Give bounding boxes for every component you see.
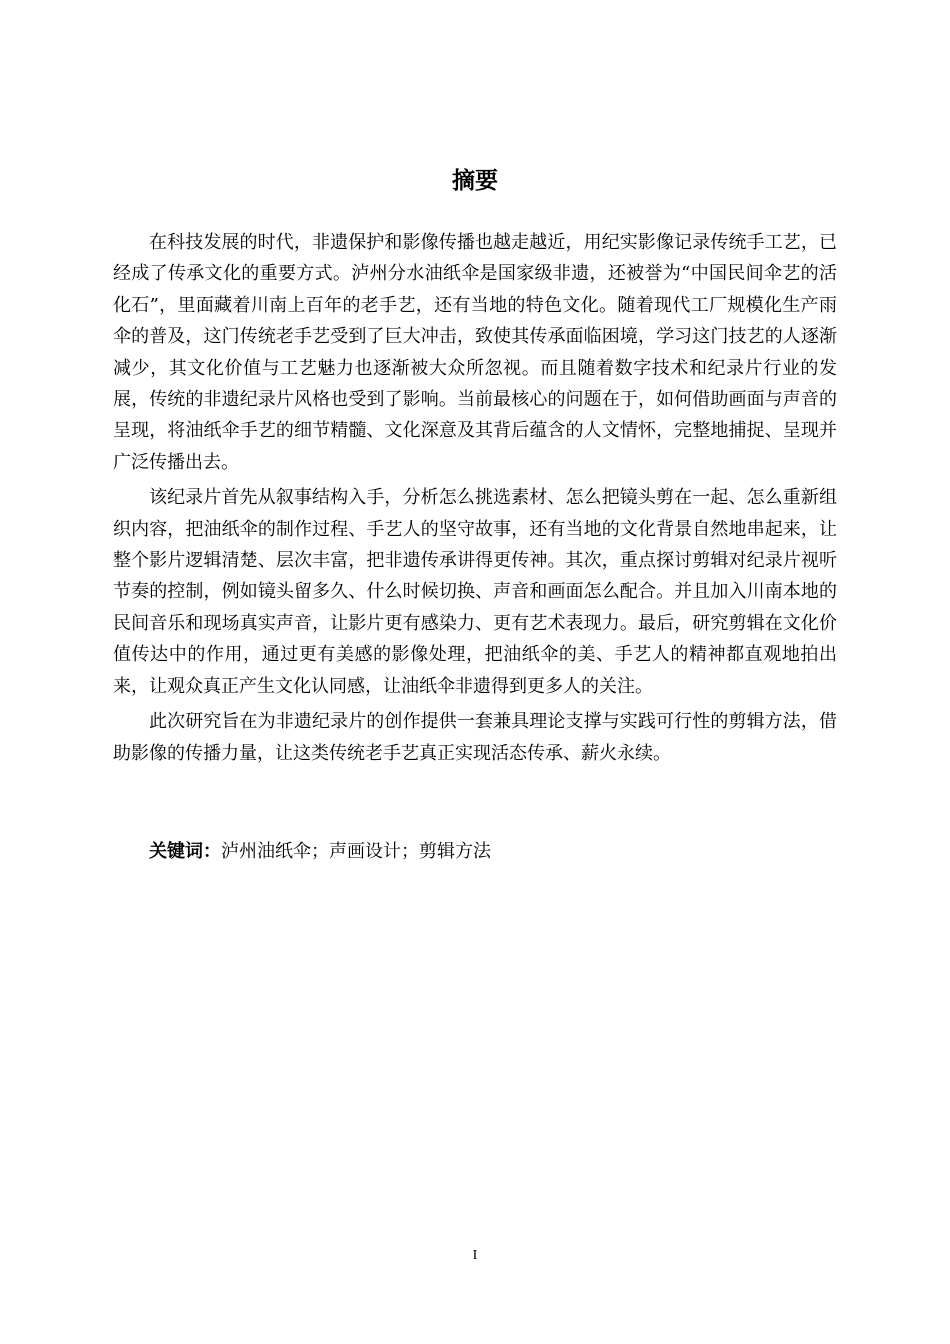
keywords-line <box>149 836 491 867</box>
abstract-title: 摘要 <box>452 168 498 194</box>
abstract-paragraph-2: 该纪录片首先从叙事结构入手，分析怎么挑选素材、怎么把镜头剪在一起、怎么重新组织内容，把油纸伞的制作过程、手艺人的坚守故事，还有当地的文化背景自然地串起来，让整个影片逻辑清楚、层次丰富，把非遗传承讲得更传神。其次，重点探讨剪辑对纪录片视听节奏的控制，例如镜头留多久、什么时候切换、声音和画面怎么配合。并且加入川南本地的民间音乐和现场真实声音，让影片更有感染力、更有艺术表现力。最后，研究剪辑在文化价值传达中的作用，通过更有美感的影像处理，把油纸伞的美、手艺人的精神都直观地拍出来，让观众真正产生文化认同感，让油纸伞非遗得到更多人的关注。 <box>113 487 837 697</box>
abstract-body <box>113 227 837 773</box>
keywords-label: 关键词： <box>149 841 221 862</box>
abstract-paragraph-3: 此次研究旨在为非遗纪录片的创作提供一套兼具理论支撑与实践可行性的剪辑方法，借助影像的传播力量，让这类传统老手艺真正实现活态传承、薪火永续。 <box>113 711 837 764</box>
abstract-paragraph-1: 在科技发展的时代，非遗保护和影像传播也越走越近，用纪实影像记录传统手工艺，已经成了传承文化的重要方式。泸州分水油纸伞是国家级非遗，还被誉为“中国民间伞艺的活化石”，里面藏着川南上百年的老手艺，还有当地的特色文化。随着现代工厂规模化生产雨伞的普及，这门传统老手艺受到了巨大冲击，致使其传承面临困境，学习这门技艺的人逐渐减少，其文化价值与工艺魅力也逐渐被大众所忽视。而且随着数字技术和纪录片行业的发展，传统的非遗纪录片风格也受到了影响。当前最核心的问题在于，如何借助画面与声音的呈现，将油纸伞手艺的细节精髓、文化深意及其背后蕴含的人文情怀，完整地捕捉、呈现并广泛传播出去。 <box>113 232 837 473</box>
keywords-value: 泸州油纸伞；声画设计；剪辑方法 <box>221 841 491 862</box>
page-number: I <box>472 1248 478 1263</box>
